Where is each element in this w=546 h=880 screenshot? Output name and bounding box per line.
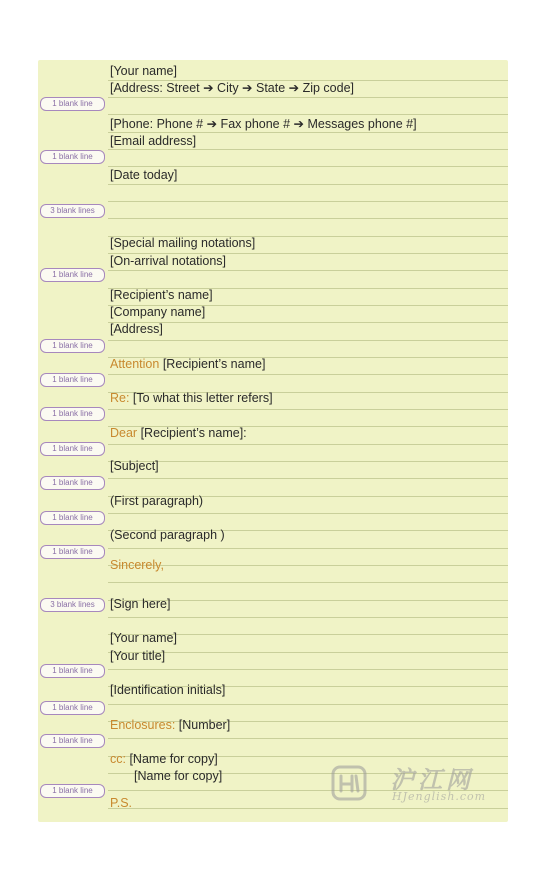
ruled-line — [108, 808, 508, 809]
spacing-badge: 3 blank lines — [40, 204, 105, 218]
spacing-badge: 1 blank line — [40, 511, 105, 525]
ruled-line — [108, 669, 508, 670]
template-line — [110, 391, 273, 406]
ruled-line — [108, 184, 508, 185]
watermark-site-text: HJenglish.com — [392, 790, 487, 803]
template-line — [110, 528, 225, 543]
template-line — [110, 459, 159, 474]
template-line — [110, 254, 226, 269]
watermark-chinese-text: 沪江网 — [390, 765, 474, 794]
ruled-line — [108, 149, 508, 150]
template-line — [110, 631, 177, 646]
spacing-badge: 1 blank line — [40, 442, 105, 456]
template-line — [110, 117, 417, 132]
ruled-line — [108, 444, 508, 445]
template-placeholder: [To what this letter refers] — [129, 391, 273, 405]
template-placeholder: [Identification initials] — [110, 683, 226, 697]
ruled-line — [108, 97, 508, 98]
ruled-line — [108, 704, 508, 705]
template-placeholder: [Number] — [175, 718, 231, 732]
ruled-line — [108, 478, 508, 479]
ruled-line — [108, 617, 508, 618]
template-placeholder: [Your name] — [110, 64, 177, 78]
template-placeholder: (First paragraph) — [110, 494, 204, 508]
template-line — [110, 64, 177, 79]
template-placeholder: [Subject] — [110, 459, 159, 473]
template-line — [110, 236, 255, 251]
spacing-badge: 1 blank line — [40, 150, 105, 164]
hujiang-logo-icon — [330, 764, 368, 802]
ruled-line — [108, 132, 508, 133]
template-line — [110, 494, 203, 509]
spacing-badge: 1 blank line — [40, 734, 105, 748]
template-placeholder: [Address: Street ➔ City ➔ State ➔ Zip code] — [110, 81, 355, 95]
template-placeholder: [Recipient’s name]: — [137, 426, 247, 440]
template-line — [110, 288, 213, 303]
template-keyword: Attention — [110, 357, 160, 371]
template-line — [110, 683, 225, 698]
template-line — [110, 718, 230, 733]
spacing-badge: 1 blank line — [40, 373, 105, 387]
template-placeholder: [Date today] — [110, 168, 178, 182]
template-keyword: Enclosures: — [110, 718, 176, 732]
spacing-badge: 1 blank line — [40, 268, 105, 282]
template-placeholder: [Company name] — [110, 305, 206, 319]
spacing-badge: 1 blank line — [40, 407, 105, 421]
template-placeholder: [Name for copy] — [134, 769, 223, 783]
spacing-badge: 3 blank lines — [40, 598, 105, 612]
template-keyword: Re: — [110, 391, 130, 405]
template-keyword: P.S. — [110, 796, 133, 810]
site-watermark — [330, 760, 510, 806]
template-line — [110, 796, 132, 811]
ruled-line — [108, 218, 508, 219]
template-keyword: Sincerely, — [110, 558, 164, 572]
ruled-line — [108, 409, 508, 410]
ruled-line — [108, 201, 508, 202]
template-placeholder: [Your title] — [110, 649, 166, 663]
template-placeholder: [Phone: Phone # ➔ Fax phone # ➔ Messages phone #] — [110, 117, 417, 131]
ruled-line — [108, 374, 508, 375]
spacing-badge: 1 blank line — [40, 664, 105, 678]
ruled-line — [108, 652, 508, 653]
template-placeholder: [Special mailing notations] — [110, 236, 256, 250]
ruled-line — [108, 513, 508, 514]
ruled-line — [108, 461, 508, 462]
template-line — [110, 168, 177, 183]
template-line — [110, 81, 354, 96]
template-line — [110, 134, 196, 149]
template-keyword: Dear — [110, 426, 138, 440]
template-placeholder: [Recipient’s name] — [110, 288, 213, 302]
letter-template-sheet — [38, 60, 508, 822]
template-placeholder: [Recipient’s name] — [159, 357, 266, 371]
spacing-badge: 1 blank line — [40, 784, 105, 798]
template-placeholder: [Address] — [110, 322, 163, 336]
template-line — [134, 769, 222, 784]
template-line — [110, 305, 205, 320]
ruled-line — [108, 340, 508, 341]
template-line — [110, 357, 265, 372]
ruled-line — [108, 738, 508, 739]
spacing-badge: 1 blank line — [40, 476, 105, 490]
ruled-line — [108, 548, 508, 549]
template-line — [110, 426, 247, 441]
spacing-badge: 1 blank line — [40, 339, 105, 353]
template-placeholder: [Email address] — [110, 134, 197, 148]
template-placeholder: (Second paragraph ) — [110, 528, 225, 542]
template-placeholder: [Sign here] — [110, 597, 171, 611]
template-placeholder: [Your name] — [110, 631, 177, 645]
template-line — [110, 649, 165, 664]
template-placeholder: [On-arrival notations] — [110, 254, 227, 268]
template-line — [110, 597, 170, 612]
template-line — [110, 752, 218, 767]
template-keyword: cc: — [110, 752, 126, 766]
ruled-line — [108, 166, 508, 167]
template-line — [110, 322, 163, 337]
ruled-line — [108, 565, 508, 566]
spacing-badge: 1 blank line — [40, 97, 105, 111]
ruled-line — [108, 322, 508, 323]
spacing-badge: 1 blank line — [40, 545, 105, 559]
ruled-line — [108, 582, 508, 583]
template-placeholder: [Name for copy] — [125, 752, 218, 766]
template-line — [110, 558, 164, 573]
ruled-line — [108, 270, 508, 271]
spacing-badge: 1 blank line — [40, 701, 105, 715]
ruled-line — [108, 114, 508, 115]
